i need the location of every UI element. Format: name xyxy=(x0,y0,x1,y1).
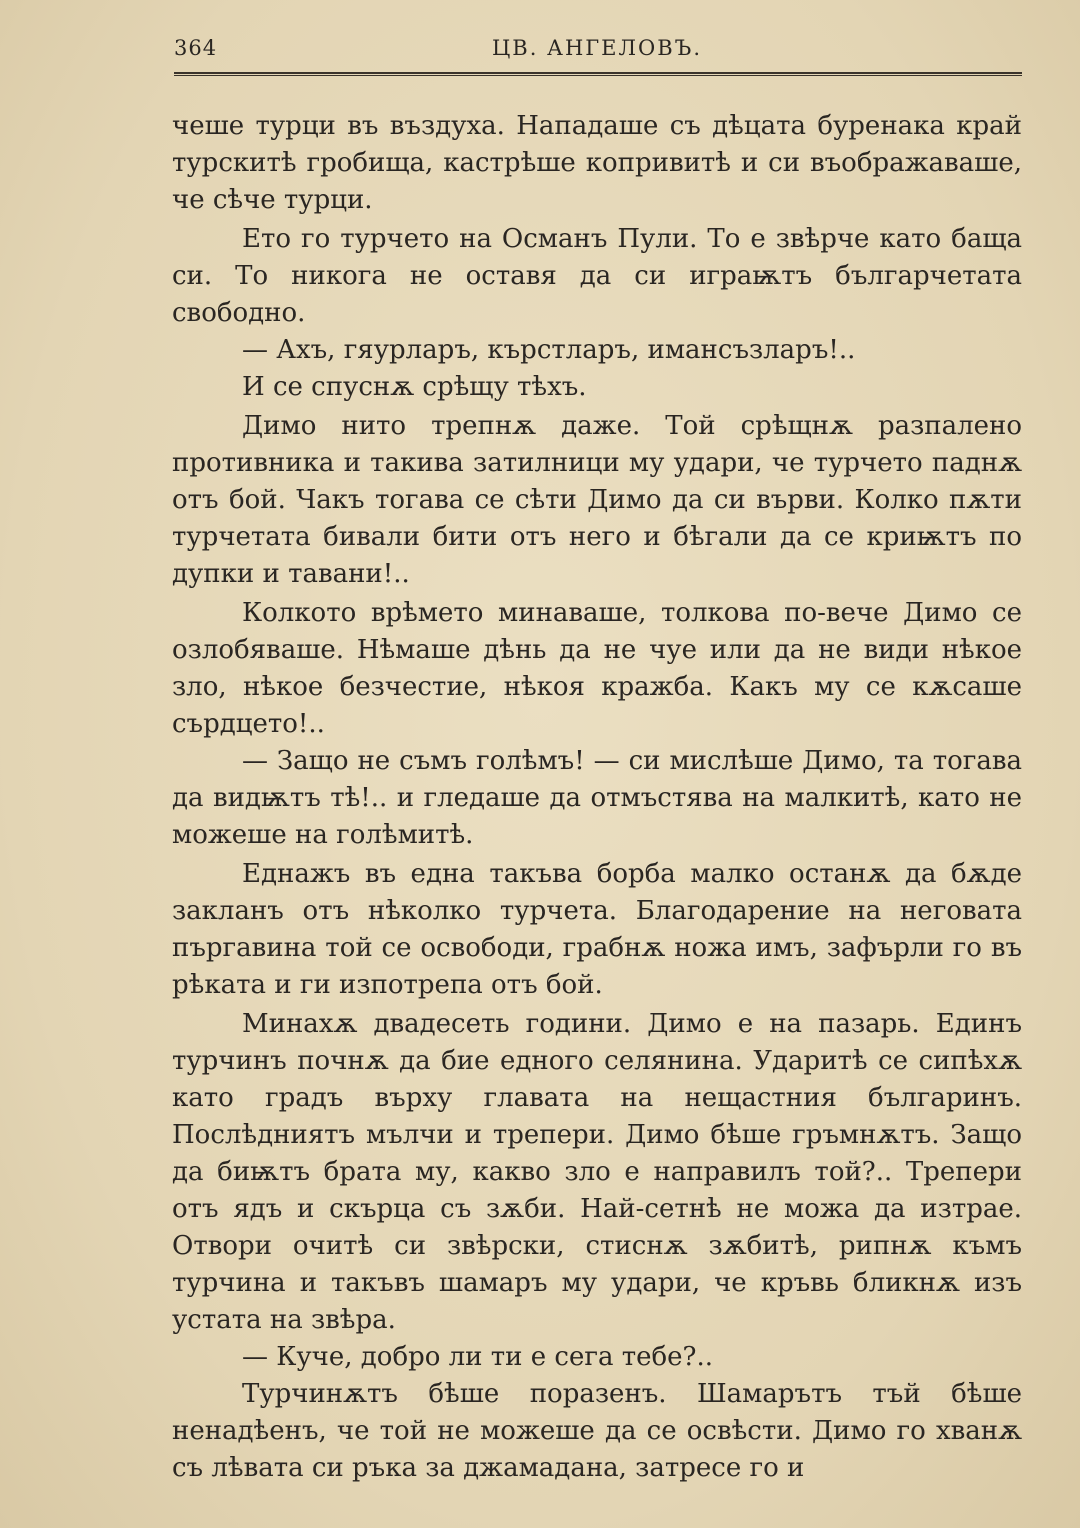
paragraph: Турчинѫтъ бѣше поразенъ. Шамарътъ тъй бѣше ненадѣенъ, че той не можеше да се освѣсти. Димо го хванѫ съ лѣвата си ръка за джамадана, затресе го и xyxy=(172,1379,1022,1483)
paragraph: И се спуснѫ срѣщу тѣхъ. xyxy=(242,372,587,402)
dialogue-line: — Ахъ, гяурларъ, кърстларъ, имансъзларъ!.. xyxy=(242,335,856,365)
header-rule xyxy=(174,72,1022,76)
dialogue-line: — Защо не съмъ голѣмъ! — си мислѣше Димо, та тогава да видѭтъ тѣ!.. и гледаше да отмъстява на малкитѣ, като не можеше на голѣмитѣ. xyxy=(172,746,1022,850)
body-text xyxy=(172,108,1022,1487)
paragraph: Ето го турчето на Османъ Пули. То е звѣрче като баща си. То никога не оставя да си играѭтъ българчетата свободно. xyxy=(172,224,1022,328)
paragraph: Минахѫ двадесеть години. Димо е на пазарь. Единъ турчинъ почнѫ да бие едного селянина. Ударитѣ се сипѣхѫ като градъ върху главата на нещастния българинъ. Послѣдниятъ мълчи и трепери. Димо бѣше гръмнѫтъ. Защо да биѭтъ брата му, какво зло е направилъ той?.. Трепери отъ ядъ и скърца съ зѫби. Най-сетнѣ не можа да изтрае. Отвори очитѣ си звѣрски, стиснѫ зѫбитѣ, рипнѫ къмъ турчина и такъвъ шамаръ му удари, че кръвь бликнѫ изъ устата на звѣра. xyxy=(172,1009,1022,1335)
page-number: 364 xyxy=(174,36,218,60)
page-header xyxy=(172,30,1022,70)
dialogue-line: — Куче, добро ли ти е сега тебе?.. xyxy=(242,1342,714,1372)
running-head: ЦВ. АНГЕЛОВЪ. xyxy=(491,36,703,60)
paragraph: Еднажъ въ една такъва борба малко останѫ да бѫде закланъ отъ нѣколко турчета. Благодарение на неговата пъргавина той се освободи, грабнѫ ножа имъ, зафърли го въ рѣката и ги изпотрепа отъ бой. xyxy=(172,859,1022,1000)
paragraph: Димо нито трепнѫ даже. Той срѣщнѫ разпалено противника и такива затилници му удари, че турчето паднѫ отъ бой. Чакъ тогава се сѣти Димо да си върви. Колко пѫти турчетата бивали бити отъ него и бѣгали да се криѭтъ по дупки и тавани!.. xyxy=(172,411,1022,589)
paragraph: Колкото врѣмето минаваше, толкова по-вече Димо се озлобяваше. Нѣмаше дѣнь да не чуе или да не види нѣкое зло, нѣкое безчестие, нѣкоя кражба. Какъ му се кѫсаше сърдцето!.. xyxy=(172,598,1022,739)
paragraph: чеше турци въ въздуха. Нападаше съ дѣцата буренака край турскитѣ гробища, кастрѣше копривитѣ и си въображаваше, че сѣче турци. xyxy=(172,111,1022,215)
